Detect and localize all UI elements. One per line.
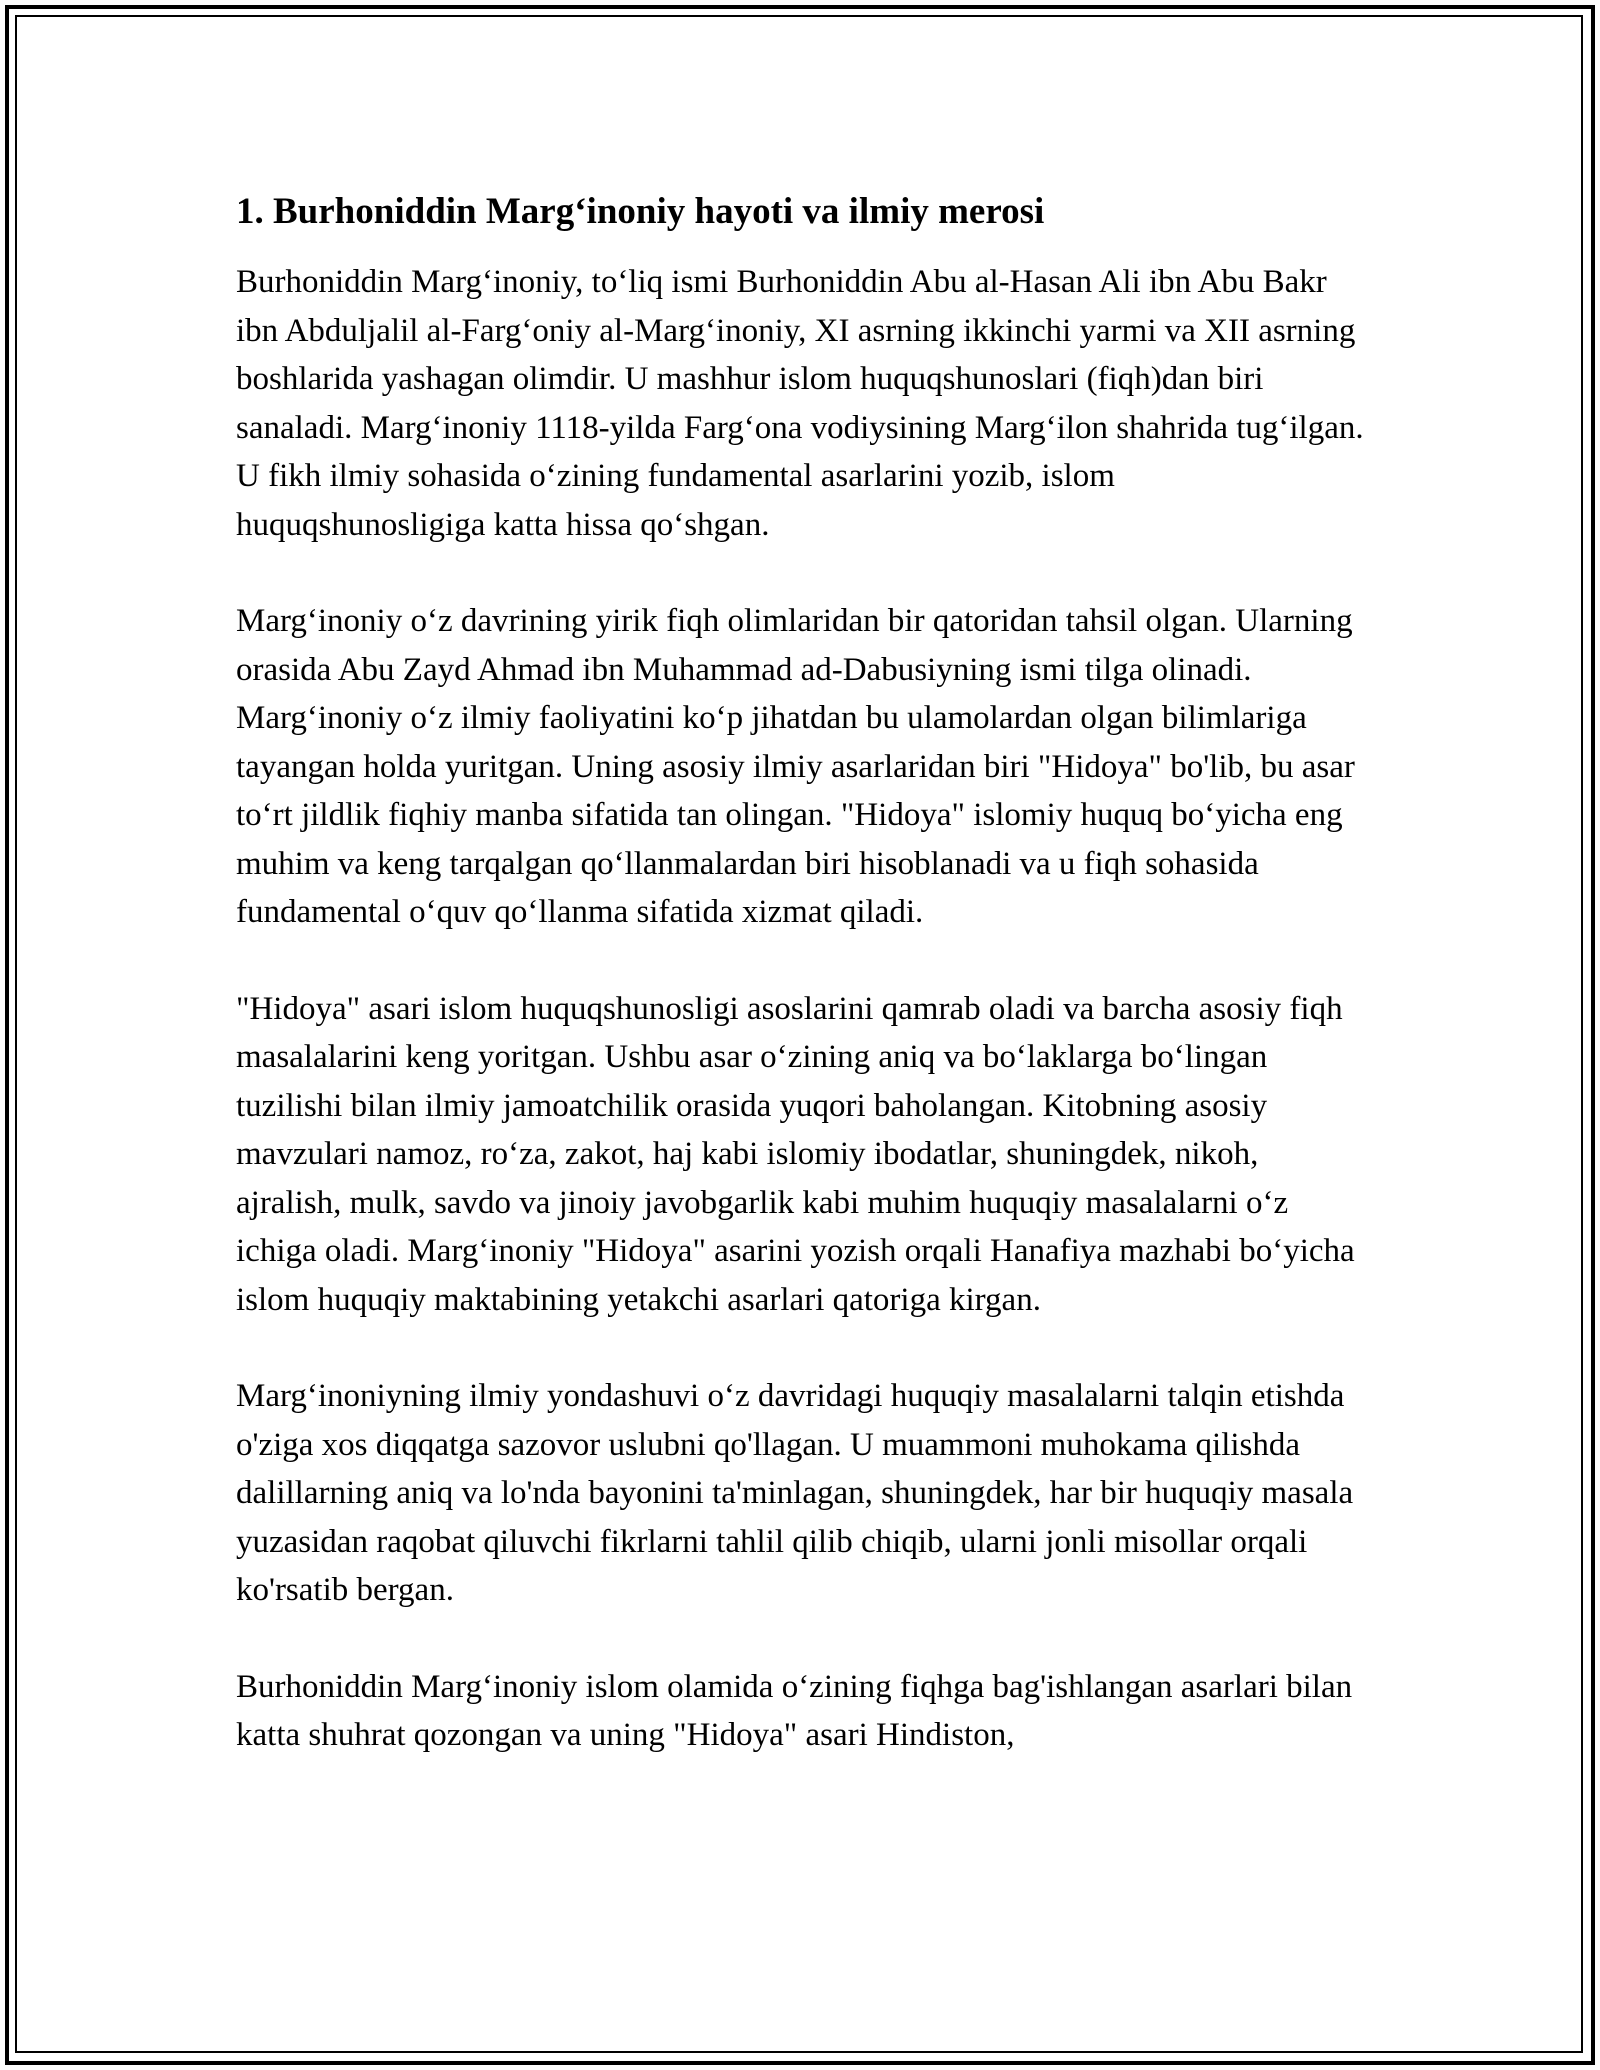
- section-title: 1. Burhoniddin Marg‘inoniy hayoti va ilmiy merosi: [236, 191, 1045, 232]
- paragraph-1: Burhoniddin Marg‘inoniy, to‘liq ismi Burhoniddin Abu al-Hasan Ali ibn Abu Bakr ibn Abduljalil al-Farg‘oniy al-Marg‘inoniy, XI asrning ikkinchi yarmi va XII asrning boshlarida yashagan olimdir. U mashhur islom huquqshunoslari (fiqh)dan biri sanaladi. Marg‘inoniy 1118-yilda Farg‘ona vodiysining Marg‘ilon shahrida tug‘ilgan. U fikh ilmiy sohasida o‘zining fundamental asarlarini yozib, islom huquqshunosligiga katta hissa qo‘shgan.: [236, 264, 1364, 543]
- paragraph-2: Marg‘inoniy o‘z davrining yirik fiqh olimlaridan bir qatoridan tahsil olgan. Ularning orasida Abu Zayd Ahmad ibn Muhammad ad-Dabusiyning ismi tilga olinadi. Marg‘inoniy o‘z ilmiy faoliyatini ko‘p jihatdan bu ulamolardan olgan bilimlariga tayangan holda yuritgan. Uning asosiy ilmiy asarlaridan biri "Hidoya" bo'lib, bu asar to‘rt jildlik fiqhiy manba sifatida tan olingan. "Hidoya" islomiy huquq bo‘yicha eng muhim va keng tarqalgan qo‘llanmalardan biri hisoblanadi va u fiqh sohasida fundamental o‘quv qo‘llanma sifatida xizmat qiladi.: [236, 603, 1355, 930]
- document-body: [236, 188, 1366, 1808]
- paragraph-5: Burhoniddin Marg‘inoniy islom olamida o‘zining fiqhga bag'ishlangan asarlari bilan katta shuhrat qozongan va uning "Hidoya" asari Hindiston,: [236, 1668, 1353, 1753]
- paragraph-3: "Hidoya" asari islom huquqshunosligi asoslarini qamrab oladi va barcha asosiy fiqh masalalarini keng yoritgan. Ushbu asar o‘zining aniq va bo‘laklarga bo‘lingan tuzilishi bilan ilmiy jamoatchilik orasida yuqori baholangan. Kitobning asosiy mavzulari namoz, ro‘za, zakot, haj kabi islomiy ibodatlar, shuningdek, nikoh, ajralish, mulk, savdo va jinoiy javobgarlik kabi muhim huquqiy masalalarni o‘z ichiga oladi. Marg‘inoniy "Hidoya" asarini yozish orqali Hanafiya mazhabi bo‘yicha islom huquqiy maktabining yetakchi asarlari qatoriga kirgan.: [236, 990, 1355, 1318]
- paragraph-4: Marg‘inoniyning ilmiy yondashuvi o‘z davridagi huquqiy masalalarni talqin etishda o'ziga xos diqqatga sazovor uslubni qo'llagan. U muammoni muhokama qilishda dalillarning aniq va lo'nda bayonini ta'minlagan, shuningdek, har bir huquqiy masala yuzasidan raqobat qiluvchi fikrlarni tahlil qilib chiqib, ularni jonli misollar orqali ko'rsatib bergan.: [236, 1378, 1354, 1608]
